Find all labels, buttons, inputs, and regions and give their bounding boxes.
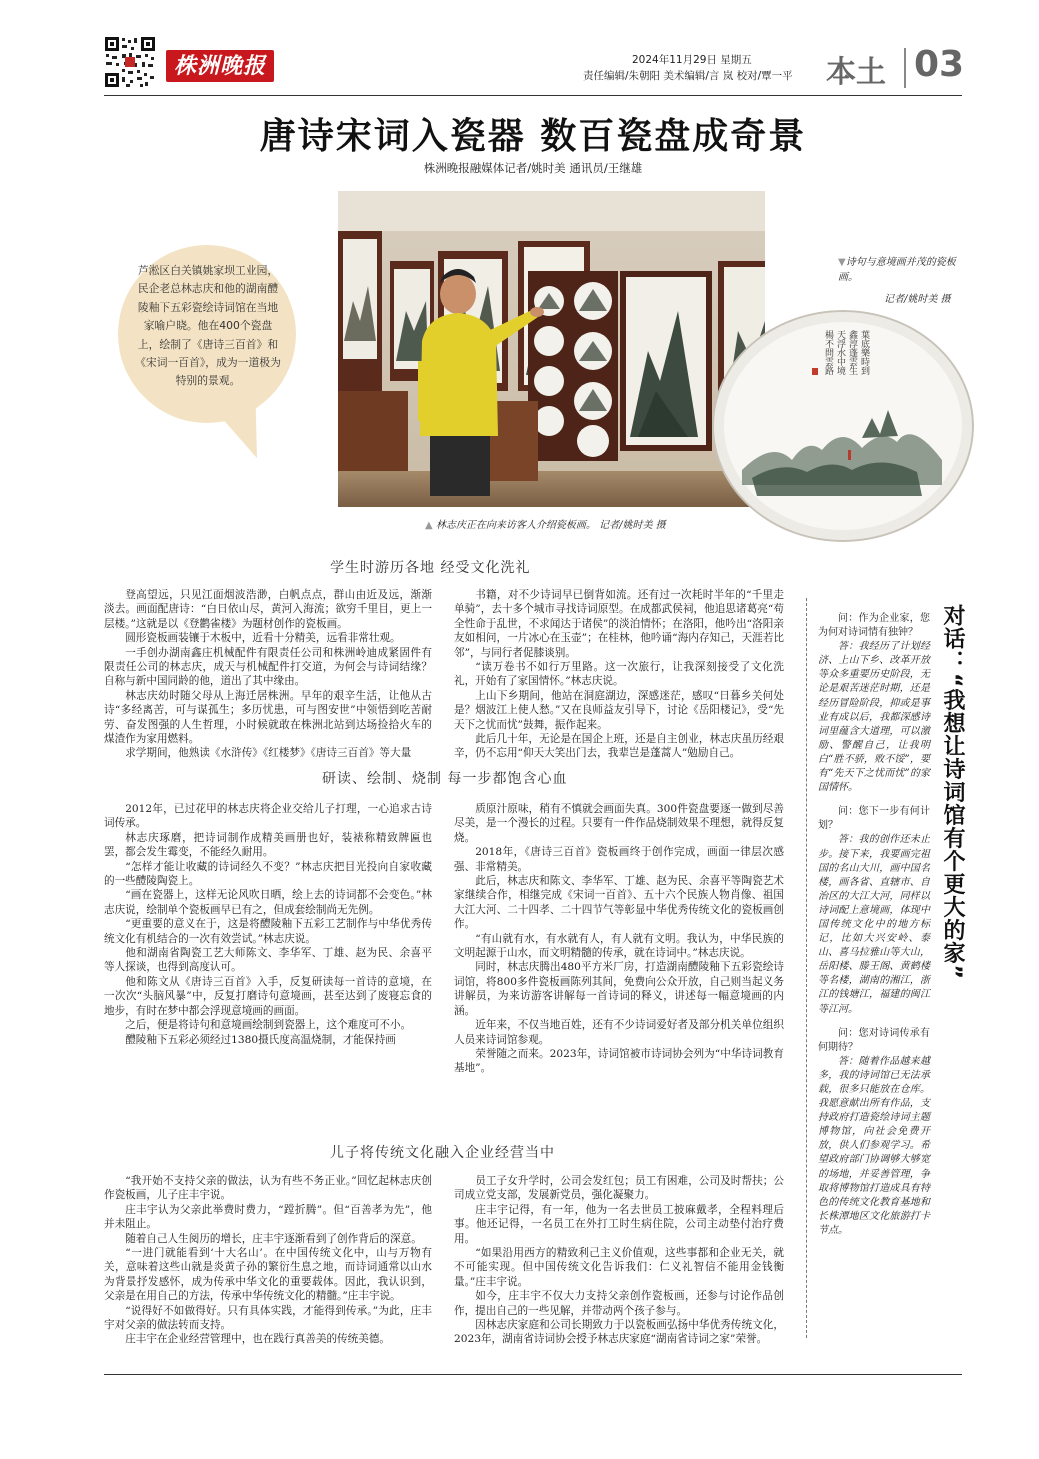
callout-text: 芦淞区白关镇姚家坝工业园，民企老总林志庆和他的湖南醴陵釉下五彩瓷绘诗词馆在当地家喻户晓。他在400个瓷盘上，绘制了《唐诗三百首》和《宋词一百首》，成为一道极为特别的景观。: [135, 264, 281, 388]
paragraph: 他和湖南省陶瓷工艺大师陈文、李华军、丁雄、赵为民、余喜平等人探谈，也得到高度认可。: [104, 947, 432, 974]
section-divider: [904, 48, 906, 88]
paragraph: 2018年，《唐诗三百首》瓷板画终于创作完成，画面一律层次感强、非常精美。: [454, 846, 784, 873]
paragraph: “我开始不支持父亲的做法，认为有些不务正业。”回忆起林志庆创作瓷板画，儿子庄丰宇说。: [104, 1175, 432, 1202]
main-photo: [338, 191, 765, 507]
plate-photo-caption: ▼诗句与意境画并茂的瓷板画。: [838, 257, 956, 283]
section-3-left-column: [104, 1174, 432, 1347]
dialogue-answer: 答：我的创作还未止步。接下来，我要画完祖国的名山大川，画中国名楼，画各省、直辖市、自治区的大江大河，同样以诗词配上意境画，体现中国传统文化中的地方标记，比如大兴安岭、泰山、喜马拉雅山等大山，岳阳楼、滕王阁、黄鹤楼等名楼，湖南的湘江，浙江的钱塘江，福建的闽江等江河。: [818, 834, 930, 1015]
plate-photo-credit: 记者/姚时美 摄: [884, 294, 951, 305]
paragraph: 林志庆琢磨，把诗词制作成精美画册也好，装裱称精致牌匾也罢，都会发生霉变，不能经久耐用。: [104, 831, 432, 859]
section-3-title: 儿子将传统文化融入企业经营当中: [330, 1145, 555, 1161]
dialogue-question: 问：您对诗词传承有何期待？: [818, 1027, 930, 1053]
main-photo-caption: ▲ 林志庆正在向来访客人介绍瓷板画。 记者/姚时美 摄: [425, 520, 666, 531]
paragraph: “有山就有水，有水就有人，有人就有文明。我认为，中华民族的文明起源于山水，而文明精髓的传承，就在诗词中。”林志庆说。: [454, 932, 784, 960]
paragraph: 随着自己人生阅历的增长，庄丰宇逐渐看到了创作背后的深意。: [125, 1232, 422, 1245]
paragraph: 登高望远，只见江面烟波浩渺，白帆点点，群山由近及远，渐渐淡去。画面配唐诗：“白日依山尽，黄河入海流；欲穷千里目，更上一层楼。”这就是以《登鹳雀楼》为题材创作的瓷板画。: [104, 589, 432, 630]
paragraph: 庄丰宇认为父亲此举费时费力，“蹚折腾”。但“百善孝为先”，他并未阻止。: [104, 1203, 432, 1231]
qr-code: [104, 36, 156, 88]
paragraph: 圆形瓷板画装镶于木板中，近看十分精美，远看非常壮观。: [125, 632, 401, 645]
paragraph: 庄丰宇记得，有一年，他为一名去世员工披麻戴孝，全程料理后事。他还记得，一名员工在外打工时生病住院，公司主动垫付治疗费用。: [454, 1203, 784, 1245]
paragraph: “读万卷书不如行万里路。这一次旅行，让我深刻接受了文化洗礼，开始有了家国情怀。”林志庆说。: [454, 661, 784, 688]
section-2-title: 研读、绘制、烧制 每一步都饱含心血: [322, 771, 568, 787]
paragraph: “怎样才能让收藏的诗词经久不变？”林志庆把目光投向自家收藏的一些醴陵陶瓷上。: [104, 860, 432, 888]
paragraph: 求学期间，他熟读《水浒传》《红楼梦》《唐诗三百首》等大量: [125, 747, 412, 760]
paragraph: 庄丰宇在企业经营管理中，也在践行真善美的传统美德。: [125, 1333, 391, 1346]
paragraph: 上山下乡期间，他站在洞庭湖边，深感迷茫，感叹“日暮乡关何处是？烟波江上使人愁。”又在良师益友引导下，讨论《岳阳楼记》，受“先天下之忧而忧”鼓舞，振作起来。: [454, 689, 784, 731]
section-name: 本土: [826, 55, 886, 90]
paragraph: “更重要的意义在于，这是将醴陵釉下五彩工艺制作与中华优秀传统文化有机结合的一次有效尝试。”林志庆说。: [104, 918, 432, 945]
paragraph: 因林志庆家庭和公司长期致力于以瓷板画弘扬中华优秀传统文化，2023年，湖南省诗词协会授予林志庆家庭“湖南省诗词之家”荣誉。: [454, 1319, 784, 1346]
byline: 株洲晚报融媒体记者/姚时美 通讯员/王继雄: [423, 161, 643, 175]
section-1-right-column: [454, 588, 784, 761]
editor-credits: 责任编辑/朱朝阳 美术编辑/言 岚 校对/覃一平: [583, 70, 793, 82]
paragraph: 醴陵釉下五彩必须经过1380摄氏度高温烧制，才能保持画: [125, 1033, 396, 1046]
paragraph: “说得好不如做得好。只有具体实践，才能得到传承。”为此，庄丰宇对父亲的做法转而支持。: [104, 1304, 432, 1332]
paragraph: 此后，林志庆和陈文、李华军、丁雄、赵为民、余喜平等陶瓷艺术家继续合作，相继完成《宋词一百首》、五十六个民族人物肖像、祖国大江大河、二十四孝、二十四节气等彰显中华优秀传统文化的瓷板画创作。: [454, 875, 784, 931]
paragraph: 林志庆幼时随父母从上海迁居株洲。早年的艰辛生活，让他从古诗“多经离苦，可与谋孤生；多历忧患，可与图安世”中领悟到吃苦耐劳、奋发图强的人生哲理，小时候就敢在株洲北站到达场捡拾火车的煤渣作为家用燃料。: [104, 689, 432, 746]
paragraph: 同时，林志庆腾出480平方米厂房，打造湖南醴陵釉下五彩瓷绘诗词馆，将800多件瓷板画陈列其间，免费向公众开放，自己则当起义务讲解员，为来访游客讲解每一首诗词的释义，讲述每一幅意境画的内涵。: [454, 961, 784, 1017]
paragraph: 他和陈文从《唐诗三百首》入手，反复研读每一首诗的意境，在一次次“头脑风暴”中，反复打磨诗句意境画，甚至达到了废寝忘食的地步，有时在梦中都会浮现意境画的画面。: [104, 975, 432, 1017]
section-2-right-column: [454, 802, 784, 1076]
paragraph: 如今，庄丰宇不仅大力支持父亲创作瓷板画，还参与讨论作品创作，提出自己的一些见解，并带动两个孩子参与。: [454, 1290, 784, 1317]
paragraph: 书籍，对不少诗词早已倒背如流。还有过一次耗时半年的“千里走单骑”，去十多个城市寻找诗词原型。在成都武侯祠，他追思诸葛亮“苟全性命于乱世，不求闻达于诸侯”的淡泊情怀；在洛阳，他吟出“洛阳亲友如相问，一片冰心在玉壶”；在桂林，他吟诵“海内存知己，天涯若比邻”，与同行者促膝谈别。: [454, 589, 784, 659]
paragraph: 荣誉随之而来。2023年，诗词馆被市诗词协会列为“中华诗词教育基地”。: [454, 1047, 784, 1075]
paragraph: 此后几十年，无论是在国企上班，还是自主创业，林志庆虽历经艰辛，仍不忘用“仰天大笑出门去，我辈岂是蓬蒿人”勉励自己。: [454, 733, 784, 760]
section-3-right-column: [454, 1174, 784, 1347]
dialogue-answer: 答：随着作品越来越多，我的诗词馆已无法承载，很多只能放在仓库。我愿意献出所有作品，支持政府打造瓷绘诗词主题博物馆，向社会免费开放，供人们参观学习。希望政府部门协调够大够宽的场地，并妥善管理，争取将博物馆打造成具有特色的传统文化教育基地和长株潭地区文化旅游打卡节点。: [818, 1055, 930, 1236]
section-1-title: 学生时游历各地 经受文化洗礼: [330, 560, 531, 576]
paragraph: “画在瓷器上，这样无论风吹日晒，绘上去的诗词都不会变色。”林志庆说，绘制单个瓷板画早已有之，但成套绘制尚无先例。: [104, 889, 432, 916]
plate-poem: 葉底樂時到 鑫淳蓬雲生 天浮水中境 楊不問雲路: [823, 330, 869, 375]
paragraph: 2012年，已过花甲的林志庆将企业交给儿子打理，一心追求古诗词传承。: [104, 803, 432, 830]
section-1-left-column: [104, 588, 432, 761]
issue-date: 2024年11月29日 星期五: [632, 54, 752, 66]
dialogue-question: 问：作为企业家，您为何对诗词情有独钟？: [818, 613, 930, 639]
paragraph: 近年来，不仅当地百姓，还有不少诗词爱好者及部分机关单位组织人员来诗词馆参观。: [454, 1019, 784, 1046]
caption-triangle-icon: ▼: [838, 257, 846, 268]
dialogue-question: 问：您下一步有何计划？: [818, 806, 930, 832]
headline: 唐诗宋词入瓷器 数百瓷盘成奇景: [259, 116, 807, 157]
paragraph: 一手创办湖南鑫庄机械配件有限责任公司和株洲岭迪成紧固件有限责任公司的林志庆，成天与机械配件打交道，为何会与诗词结缘？自称与新中国同龄的他，道出了其中缘由。: [104, 646, 432, 688]
paragraph: “如果沿用西方的精致利己主义价值观，这些事都和企业无关，就不可能实现。但中国传统文化告诉我们：仁义礼智信不能用金钱衡量。”庄丰宇说。: [454, 1247, 784, 1288]
dialogue-body: [818, 612, 930, 1238]
section-2-left-column: [104, 802, 432, 1047]
footer-rule: [104, 1374, 962, 1375]
dialogue-title: 对话：“我想让诗词馆有个更大的家”: [940, 604, 965, 980]
caption-triangle-icon: ▲: [425, 520, 433, 531]
paragraph: 员工子女升学时，公司会发红包；员工有困难，公司及时帮扶；公司成立党支部，发展新党员，强化凝聚力。: [454, 1175, 784, 1202]
masthead-rule: [104, 95, 962, 96]
sidebar-divider: [806, 598, 807, 1338]
newspaper-logo: 株洲晚报: [166, 50, 274, 82]
page-number: 03: [914, 44, 965, 85]
dialogue-answer: 答：我经历了计划经济、上山下乡、改革开放等众多重要历史阶段，无论是艰苦迷茫时期，还是经历冒险阶段，抑或是事业有成以后，我都深感诗词里蕴含大道理，可以激励、警醒自己，让我明白“胜不骄，败不馁”，要有“先天下之忧而忧”的家国情怀。: [818, 641, 930, 794]
paragraph: “一进门就能看到‘十大名山’。在中国传统文化中，山与万物有关，意味着这些山就是炎黄子孙的繁衍生息之地，而诗词通常以山水为背景抒发感怀，成为传承中华文化的重要载体。因此，我认识到，父亲是在用自己的方法，传承中华传统文化的精髓。”庄丰宇说。: [104, 1247, 432, 1303]
paragraph: 之后，便是将诗句和意境画绘制到瓷器上，这个难度可不小。: [125, 1019, 412, 1032]
paragraph: 质原汁原味，稍有不慎就会画面失真。300件瓷盘要逐一做到尽善尽美，是一个漫长的过程。只要有一件作品烧制效果不理想，就得反复烧。: [454, 803, 784, 844]
